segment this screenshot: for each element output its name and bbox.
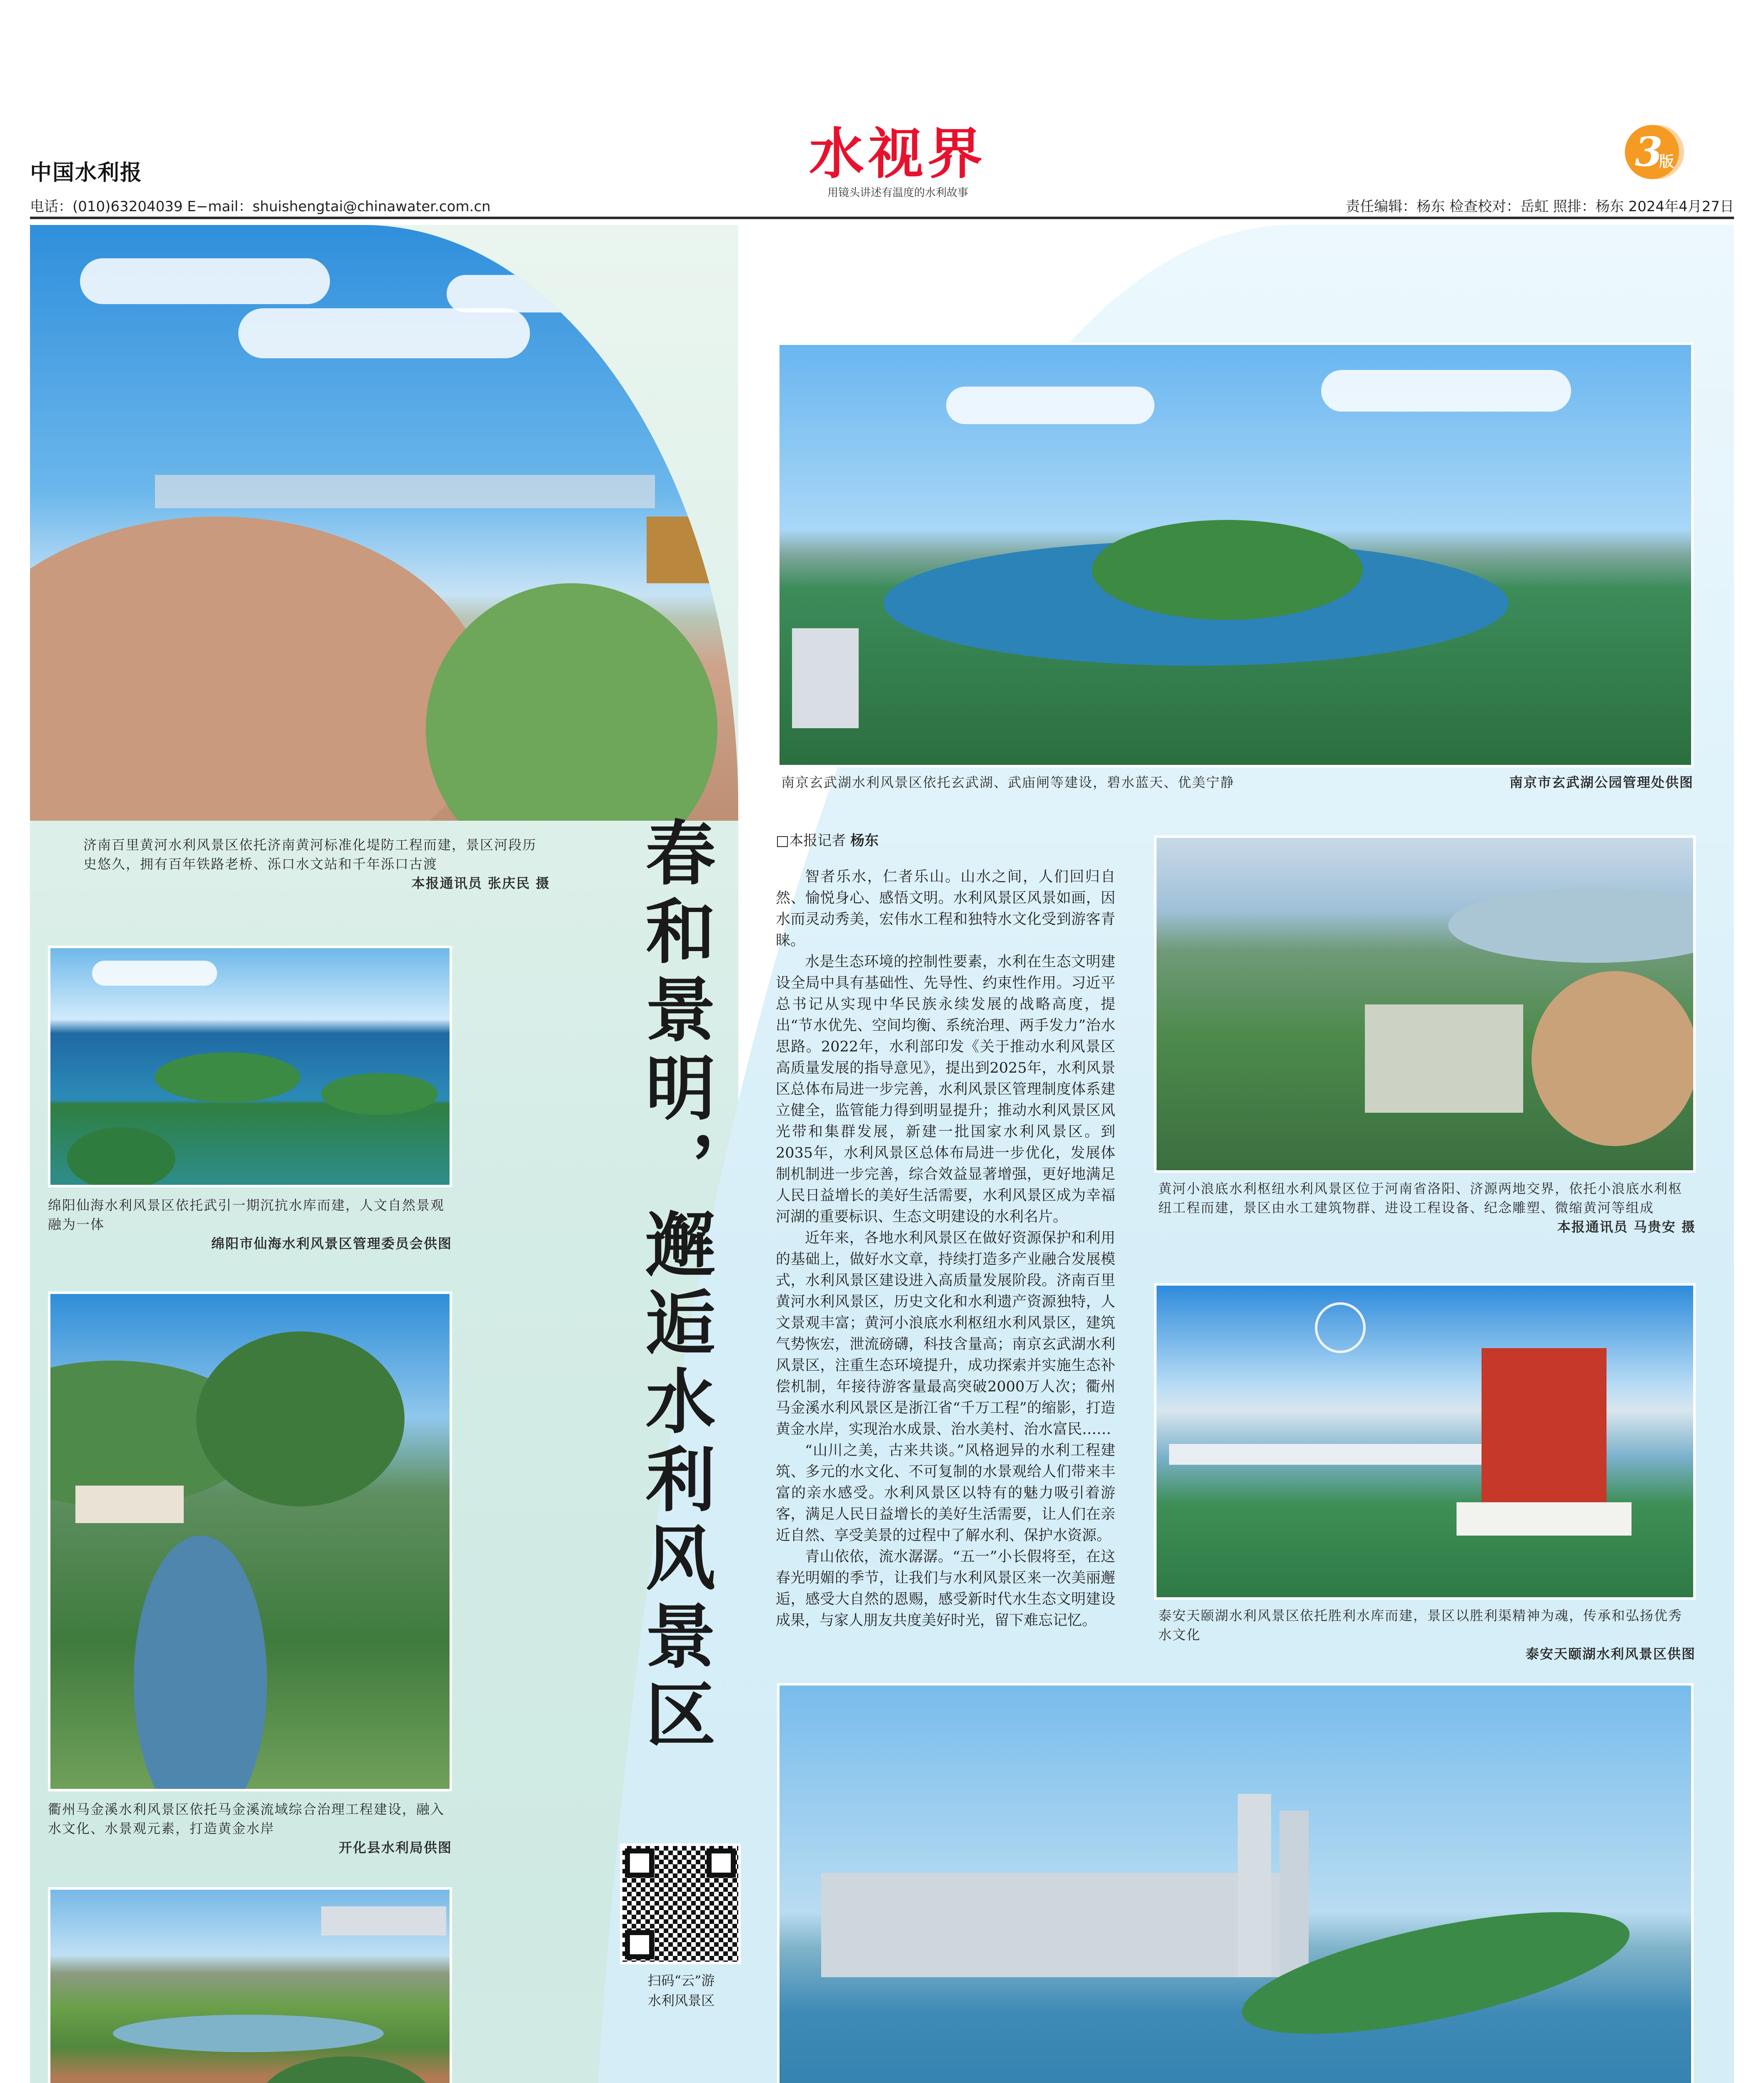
article-paragraph: 青山依依，流水潺潺。“五一”小长假将至，在这春光明媚的季节，让我们与水利风景区来一次美丽邂逅，感受大自然的恩赐，感受新时代水生态文明建设成果，与家人朋友共度美好时光，留下难忘记忆。 bbox=[776, 1549, 1115, 1629]
header-rule bbox=[30, 217, 1734, 219]
paper-name: 中国水利报 bbox=[30, 160, 143, 185]
article-paragraph: 智者乐水，仁者乐山。山水之间，人们回归自然、愉悦身心、感悟文明。水利风景区风景如画，因水而灵动秀美，宏伟水工程和独特水文化受到游客青睐。 bbox=[776, 869, 1115, 949]
editor-line: 责任编辑：杨东 检查校对：岳虹 照排：杨东 2024年4月27日 bbox=[1346, 198, 1734, 215]
photo-changsha-xiangjiang bbox=[777, 1683, 1694, 2083]
byline-prefix: □本报记者 bbox=[776, 832, 846, 849]
credit-jinan: 本报通讯员 张庆民 摄 bbox=[411, 875, 550, 891]
contact-line: 电话：(010)63204039 E−mail：shuishengtai@chinawater.com.cn bbox=[30, 198, 491, 215]
photo-guilin-lingqu bbox=[48, 1887, 452, 2083]
photo-quzhou-majinxi bbox=[48, 1291, 452, 1791]
qr-caption-line1: 扫码“云”游 bbox=[647, 1973, 715, 1988]
section-logo bbox=[794, 122, 1002, 200]
credit-mianyang: 绵阳市仙海水利风景区管理委员会供图 bbox=[211, 1236, 452, 1251]
photo-nanjing-xuanwu-lake bbox=[777, 342, 1694, 767]
byline bbox=[776, 829, 879, 849]
caption-taian bbox=[1158, 1606, 1696, 1663]
section-slogan: 用镜头讲述有温度的水利故事 bbox=[827, 187, 968, 199]
qr-caption bbox=[623, 1971, 740, 2011]
masthead bbox=[0, 0, 1764, 217]
article-body bbox=[776, 867, 1115, 1631]
caption-quzhou-text: 衢州马金溪水利风景区依托马金溪流域综合治理工程建设，融入水文化、水景观元素，打造黄金水岸 bbox=[48, 1801, 445, 1836]
caption-xiaolangdi bbox=[1158, 1179, 1696, 1236]
caption-mianyang bbox=[48, 1196, 452, 1253]
credit-taian: 泰安天颐湖水利风景区供图 bbox=[1525, 1646, 1696, 1662]
caption-jinan-text: 济南百里黄河水利风景区依托济南黄河标准化堤防工程而建，景区河段历史悠久，拥有百年铁路老桥、泺口水文站和千年泺口古渡 bbox=[83, 837, 537, 872]
qr-code[interactable] bbox=[620, 1843, 741, 1964]
credit-xiaolangdi: 本报通讯员 马贵安 摄 bbox=[1557, 1219, 1696, 1235]
section-title: 水视界 bbox=[809, 122, 987, 186]
photo-taian-tianyi-lake bbox=[1154, 1283, 1696, 1600]
headline: 春和景明，邂逅水利风景区 bbox=[634, 817, 716, 1756]
article-paragraph: 近年来，各地水利风景区在做好资源保护和利用的基础上，做好水文章，持续打造多产业融合发展模式，水利风景区建设进入高质量发展阶段。济南百里黄河水利风景区，历史文化和水利遗产资源独特，人文景观丰富；黄河小浪底水利枢纽水利风景区，建筑气势恢宏，泄流磅礴，科技含量高；南京玄武湖水利风景区，注重生态环境提升，成功探索并实施生态补偿机制，年接待游客量最高突破2000万人次；衢州马金溪水利风景区是浙江省“千万工程”的缩影，打造黄金水岸，实现治水成景、治水美村、治水富民…… bbox=[776, 1230, 1115, 1438]
page-unit: 版 bbox=[1659, 153, 1674, 170]
caption-mianyang-text: 绵阳仙海水利风景区依托武引一期沉抗水库而建，人文自然景观融为一体 bbox=[48, 1197, 445, 1232]
caption-taian-text: 泰安天颐湖水利风景区依托胜利水库而建，景区以胜利渠精神为魂，传承和弘扬优秀水文化 bbox=[1158, 1608, 1683, 1643]
page-number: 3 bbox=[1635, 128, 1663, 175]
article-paragraph: “山川之美，古来共谈。”风格迥异的水利工程建筑、多元的水文化、不可复制的水景观给人们带来丰富的亲水感受。水利风景区以特有的魅力吸引着游客，满足人民日益增长的美好生活需要，让人们在亲近自然、享受美景的过程中了解水利、保护水资源。 bbox=[776, 1442, 1115, 1544]
caption-nanjing bbox=[781, 773, 1694, 792]
credit-quzhou: 开化县水利局供图 bbox=[338, 1840, 452, 1856]
caption-jinan bbox=[83, 835, 550, 893]
credit-nanjing: 南京市玄武湖公园管理处供图 bbox=[1509, 774, 1694, 790]
qr-caption-line2: 水利风景区 bbox=[647, 1993, 715, 2008]
byline-name: 杨东 bbox=[850, 832, 879, 849]
article-paragraph: 水是生态环境的控制性要素，水利在生态文明建设全局中具有基础性、先导性、约束性作用。习近平总书记从实现中华民族永续发展的战略高度，提出“节水优先、空间均衡、系统治理、两手发力”治水思路。2022年，水利部印发《关于推动水利风景区高质量发展的指导意见》，提出到2025年，水利风景区总体布局进一步完善，水利风景区管理制度体系建立健全，监管能力得到明显提升；推动水利风景区风光带和集群发展，新建一批国家水利风景区。到2035年，水利风景区总体布局进一步优化，发展体制机制进一步完善，综合效益显著增强，更好地满足人民日益增长的美好生活需要，水利风景区成为幸福河湖的重要标识、生态文明建设的水利名片。 bbox=[776, 954, 1115, 1225]
photo-mianyang-xianhai bbox=[48, 946, 452, 1187]
page-number-badge bbox=[1625, 125, 1679, 179]
caption-nanjing-text: 南京玄武湖水利风景区依托玄武湖、武庙闸等建设，碧水蓝天、优美宁静 bbox=[781, 774, 1235, 790]
caption-quzhou bbox=[48, 1800, 452, 1857]
photo-xiaolangdi bbox=[1154, 835, 1696, 1173]
caption-xiaolangdi-text: 黄河小浪底水利枢纽水利风景区位于河南省洛阳、济源两地交界，依托小浪底水利枢纽工程而建，景区由水工建筑物群、进设工程设备、纪念雕塑、微缩黄河等组成 bbox=[1158, 1181, 1683, 1216]
